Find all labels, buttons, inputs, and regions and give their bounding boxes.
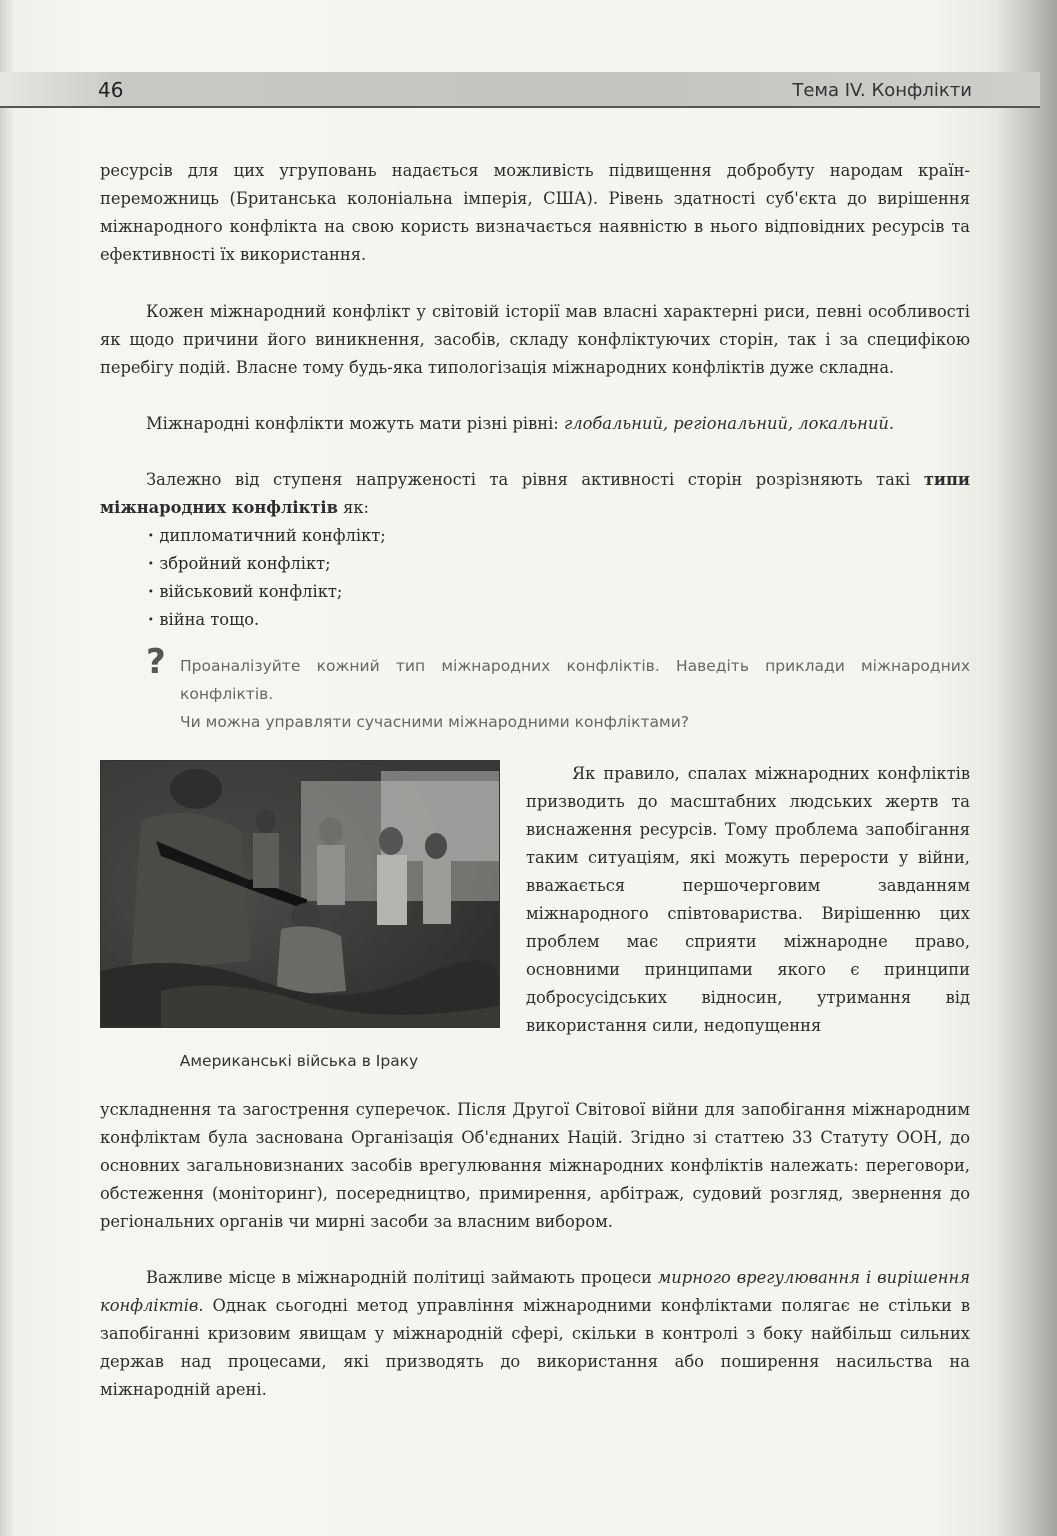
paragraph-1-text: ресурсів для цих угруповань надається можливість підвищення добробуту народам країн-переможниць (Британська колоніальна імперія, США). Рівень здатності суб'єкта до вирішення міжнародного конфлікта на свою користь визначається наявністю в нього відповідних ресурсів та ефективності їх використання. bbox=[100, 161, 970, 264]
paragraph-3-lead: Міжнародні конфлікти можуть мати різні рівні: bbox=[146, 414, 564, 433]
paragraph-7-text bbox=[100, 1264, 970, 1404]
paragraph-7-lead: Важливе місце в міжнародній політиці займають процеси bbox=[146, 1268, 658, 1287]
paragraph-6 bbox=[100, 1096, 970, 1236]
paragraph-6-text: ускладнення та загострення суперечок. Після Другої Світової війни для запобігання міжнародним конфліктам була заснована Організація Об'єднаних Націй. Згідно зі статтею 33 Статуту ООН, до основних загальновизнаних засобів врегулювання міжнародних конфліктів належать: переговори, обстеження (моніторинг), посередництво, примирення, арбітраж, судовий розгляд, звернення до регіональних органів чи мирні засоби за власним вибором. bbox=[100, 1100, 970, 1231]
question-mark-icon: ? bbox=[146, 642, 166, 682]
spine-shadow bbox=[997, 0, 1057, 1536]
list-item: · збройний конфлікт; bbox=[148, 550, 386, 578]
paragraph-4-text bbox=[100, 466, 970, 522]
question-line-1: Проаналізуйте кожний тип міжнародних конфліктів. Наведіть приклади міжнародних конфліктів. bbox=[180, 657, 970, 703]
conflict-types-list bbox=[148, 522, 386, 634]
list-item: · дипломатичний конфлікт; bbox=[148, 522, 386, 550]
side-paragraph-text: Як правило, спалах міжнародних конфліктів призводить до масштабних людських жертв та виснаження ресурсів. Тому проблема запобігання таким ситуаціям, які можуть перерости у війни, вважається першочерговим завданням міжнародного співтовариства. Вирішенню цих проблем має сприяти міжнародне право, основними принципами якого є принципи добросусідських відносин, утримання від використання сили, недопущення bbox=[526, 764, 970, 1035]
paragraph-4-tail: як: bbox=[337, 498, 370, 517]
paragraph-3-text bbox=[100, 410, 970, 438]
conflict-levels: глобальний, регіональний, локальний. bbox=[563, 414, 894, 433]
paragraph-3 bbox=[100, 410, 970, 438]
side-paragraph bbox=[526, 760, 970, 1040]
list-item: · військовий конфлікт; bbox=[148, 578, 386, 606]
peaceful-settlement-term: мирного врегулювання і вирішення конфліктів. bbox=[100, 1268, 970, 1315]
question-line-2: Чи можна управляти сучасними міжнародними конфліктами? bbox=[180, 713, 690, 731]
page-number: 46 bbox=[98, 78, 124, 102]
list-item: · війна тощо. bbox=[148, 606, 386, 634]
running-head: Тема IV. Конфлікти bbox=[792, 80, 972, 101]
figure-caption: Американські війська в Іраку bbox=[179, 1052, 419, 1070]
question-box bbox=[180, 652, 970, 736]
conflict-types-term: типи міжнародних конфліктів bbox=[100, 470, 970, 517]
paragraph-2-text: Кожен міжнародний конфлікт у світовій історії мав власні характерні риси, певні особливості як щодо причини його виникнення, засобів, складу конфліктуючих сторін, так і за специфікою перебігу подій. Власне тому будь-яка типологізація міжнародних конфліктів дуже складна. bbox=[100, 302, 970, 377]
paragraph-7 bbox=[100, 1264, 970, 1404]
paragraph-7-tail: Однак сьогодні метод управління міжнародними конфліктами полягає не стільки в запобіганні кризовим явищам у міжнародній сфері, скільки в контролі з боку найбільш сильних держав над процесами, які призводять до використання або поширення насильства на міжнародній арені. bbox=[100, 1296, 970, 1399]
paragraph-4 bbox=[100, 466, 970, 522]
soldiers-photo bbox=[100, 760, 500, 1028]
paragraph-4-lead: Залежно від ступеня напруженості та рівня активності сторін розрізняють такі bbox=[146, 470, 924, 489]
paragraph-2 bbox=[100, 298, 970, 382]
soldiers-photo-image bbox=[101, 761, 499, 1027]
paragraph-1 bbox=[100, 157, 970, 269]
page-left-edge bbox=[0, 0, 14, 1536]
